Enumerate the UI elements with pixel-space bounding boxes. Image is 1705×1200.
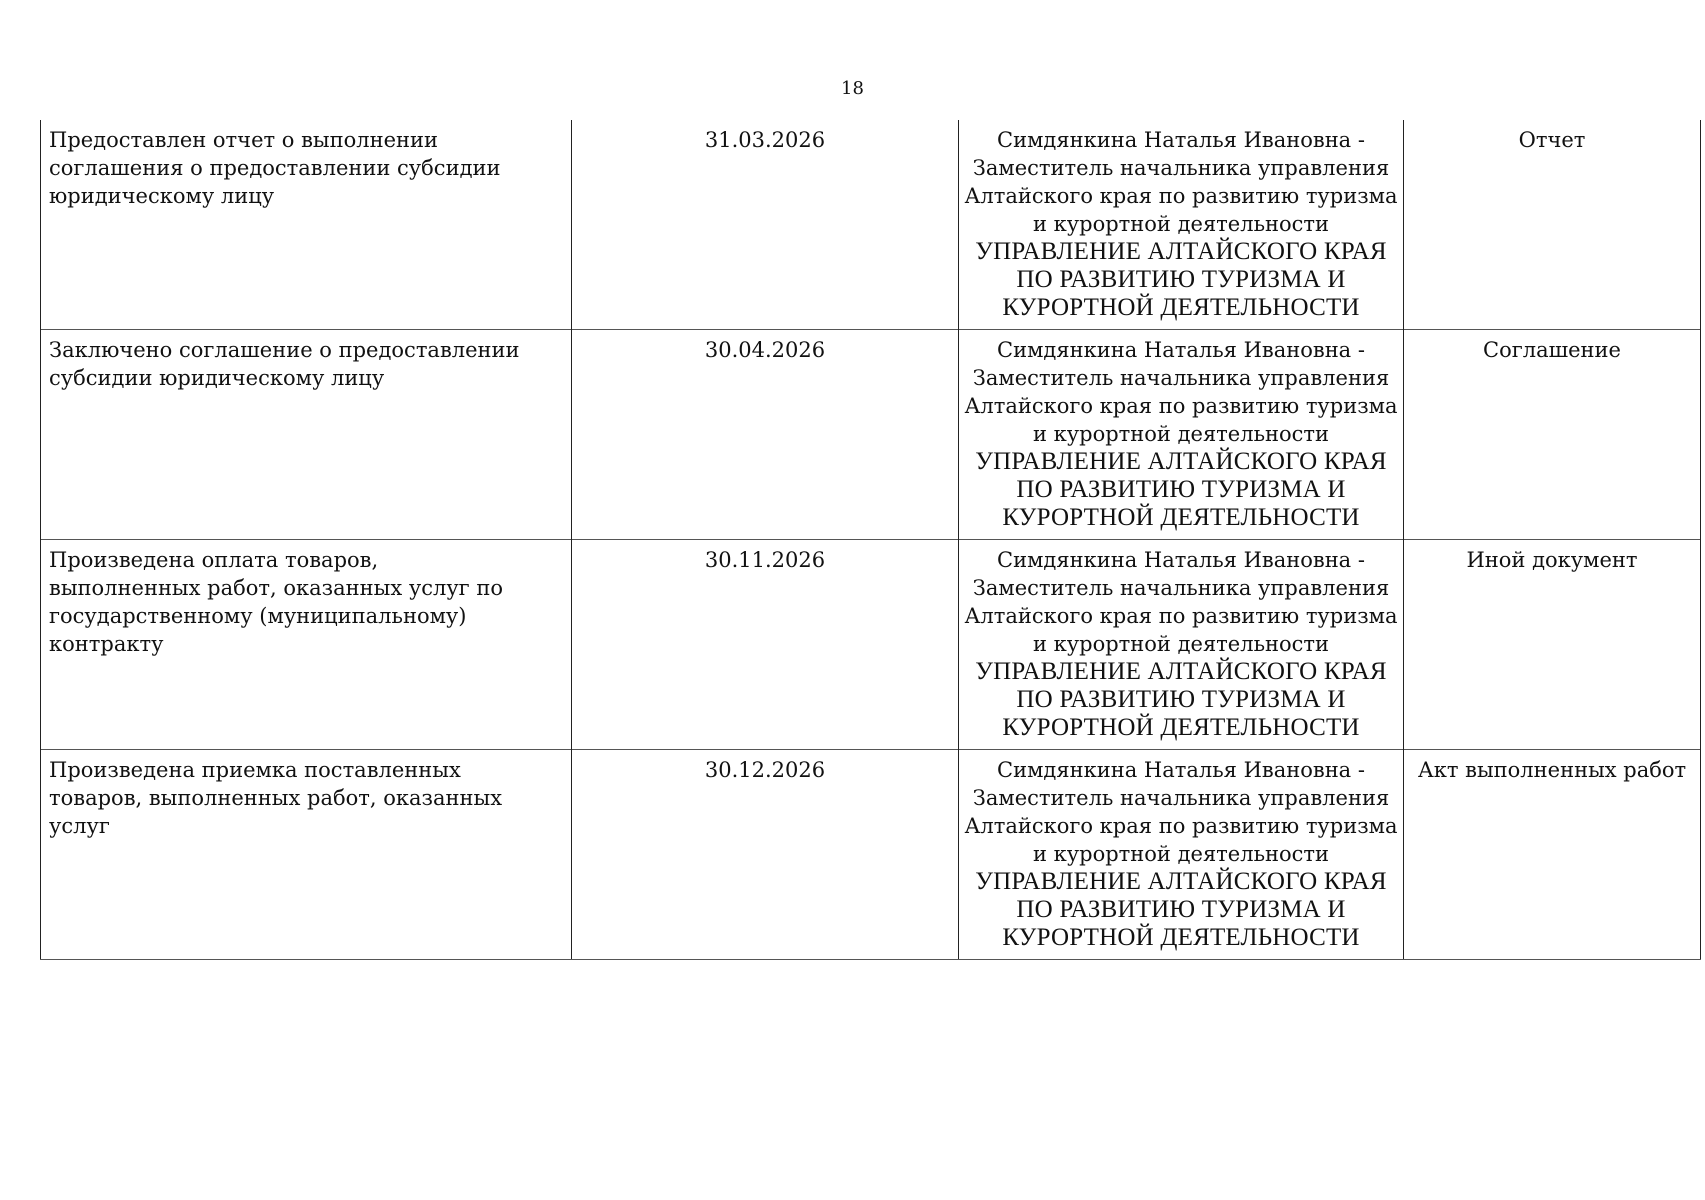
responsible-line: Алтайского края по развитию туризма: [964, 393, 1398, 418]
responsible-line: Заместитель начальника управления: [972, 575, 1390, 600]
responsible-line: Симдянкина Наталья Ивановна -: [997, 337, 1365, 362]
event-cell: [41, 749, 572, 959]
document-cell: [1404, 539, 1701, 749]
table-row: [41, 539, 1701, 749]
table-row: [41, 120, 1701, 329]
organization-line: УПРАВЛЕНИЕ АЛТАЙСКОГО КРАЯ: [975, 447, 1387, 475]
date-value: 30.04.2026: [704, 337, 826, 362]
responsible-line: Симдянкина Наталья Ивановна -: [997, 757, 1365, 782]
date-cell: [572, 329, 959, 539]
table-row: [41, 749, 1701, 959]
event-cell: [41, 329, 572, 539]
page-number: 18: [841, 78, 864, 99]
date-cell: [572, 539, 959, 749]
event-line: субсидии юридическому лицу: [49, 365, 385, 390]
date-value: 30.12.2026: [704, 757, 826, 782]
organization-line: ПО РАЗВИТИЮ ТУРИЗМА И: [1016, 895, 1346, 923]
date-cell: [572, 120, 959, 329]
control-points-table: [40, 120, 1701, 960]
responsible-line: и курортной деятельности: [1032, 631, 1330, 656]
event-line: контракту: [49, 631, 164, 656]
organization-line: КУРОРТНОЙ ДЕЯТЕЛЬНОСТИ: [1002, 503, 1360, 531]
event-line: Заключено соглашение о предоставлении: [49, 337, 520, 362]
organization-line: УПРАВЛЕНИЕ АЛТАЙСКОГО КРАЯ: [975, 867, 1387, 895]
event-line: Произведена оплата товаров,: [49, 547, 379, 572]
organization-line: ПО РАЗВИТИЮ ТУРИЗМА И: [1016, 475, 1346, 503]
responsible-line: и курортной деятельности: [1032, 841, 1330, 866]
responsible-cell: [959, 539, 1404, 749]
responsible-cell: [959, 749, 1404, 959]
organization-line: КУРОРТНОЙ ДЕЯТЕЛЬНОСТИ: [1002, 713, 1360, 741]
responsible-line: Заместитель начальника управления: [972, 156, 1390, 180]
event-line: товаров, выполненных работ, оказанных: [49, 785, 503, 810]
document-cell: [1404, 329, 1701, 539]
responsible-line: Заместитель начальника управления: [972, 365, 1390, 390]
responsible-cell: [959, 329, 1404, 539]
date-cell: [572, 749, 959, 959]
document-type: Акт выполненных работ: [1417, 757, 1687, 782]
organization-line: КУРОРТНОЙ ДЕЯТЕЛЬНОСТИ: [1002, 923, 1360, 951]
organization-line: УПРАВЛЕНИЕ АЛТАЙСКОГО КРАЯ: [975, 657, 1387, 685]
responsible-line: Алтайского края по развитию туризма: [964, 813, 1398, 838]
responsible-line: Симдянкина Наталья Ивановна -: [997, 128, 1365, 152]
date-value: 31.03.2026: [704, 128, 826, 152]
event-line: услуг: [49, 813, 110, 838]
table-row: [41, 329, 1701, 539]
responsible-line: Алтайского края по развитию туризма: [964, 184, 1398, 208]
event-line: Произведена приемка поставленных: [49, 757, 461, 782]
document-type: Соглашение: [1483, 337, 1621, 362]
responsible-line: Алтайского края по развитию туризма: [964, 603, 1398, 628]
document-type: Иной документ: [1466, 547, 1638, 572]
event-line: соглашения о предоставлении субсидии: [49, 156, 501, 180]
event-cell: [41, 539, 572, 749]
organization-line: ПО РАЗВИТИЮ ТУРИЗМА И: [1016, 266, 1346, 293]
responsible-line: и курортной деятельности: [1032, 212, 1330, 236]
date-value: 30.11.2026: [704, 547, 826, 572]
organization-line: УПРАВЛЕНИЕ АЛТАЙСКОГО КРАЯ: [975, 238, 1387, 265]
responsible-line: Симдянкина Наталья Ивановна -: [997, 547, 1365, 572]
organization-line: ПО РАЗВИТИЮ ТУРИЗМА И: [1016, 685, 1346, 713]
event-line: юридическому лицу: [49, 184, 275, 208]
organization-line: КУРОРТНОЙ ДЕЯТЕЛЬНОСТИ: [1002, 294, 1360, 321]
event-line: Предоставлен отчет о выполнении: [49, 128, 439, 152]
event-line: государственному (муниципальному): [49, 603, 467, 628]
responsible-line: Заместитель начальника управления: [972, 785, 1390, 810]
event-cell: [41, 120, 572, 329]
document-cell: [1404, 749, 1701, 959]
responsible-cell: [959, 120, 1404, 329]
document-cell: [1404, 120, 1701, 329]
responsible-line: и курортной деятельности: [1032, 421, 1330, 446]
event-line: выполненных работ, оказанных услуг по: [49, 575, 504, 600]
document-type: Отчет: [1518, 128, 1586, 152]
